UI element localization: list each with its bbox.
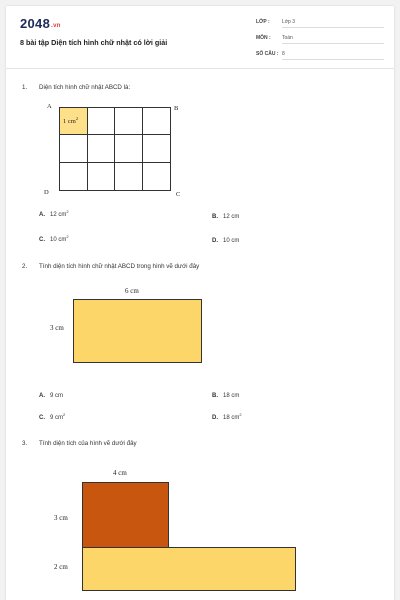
grid-cell bbox=[115, 108, 143, 135]
point-a-label: A bbox=[47, 103, 52, 110]
worksheet bbox=[6, 6, 394, 600]
q3-bottom-height-label: 2 cm bbox=[54, 563, 68, 571]
q2-height-label: 3 cm bbox=[50, 324, 64, 332]
meta-subject: MÔN : Toán bbox=[256, 35, 384, 45]
point-c-label: C bbox=[176, 191, 181, 198]
unit-cell-label: 1 $cm^2$ bbox=[63, 116, 79, 126]
grid-cell bbox=[143, 135, 171, 162]
meta-grade: LỚP : Lớp 3 bbox=[256, 19, 384, 29]
grid-cell bbox=[115, 163, 143, 190]
q2-width-label: 6 cm bbox=[125, 287, 139, 295]
q2-option-b[interactable]: B. 18 cm bbox=[212, 393, 240, 399]
q2-option-d[interactable]: D. 18 $cm^2$ bbox=[212, 412, 242, 421]
grid-cell bbox=[60, 135, 88, 162]
q1-option-b[interactable]: B. 12 cm bbox=[212, 214, 240, 220]
q2-option-a[interactable]: A. 9 cm bbox=[39, 393, 64, 399]
site-logo[interactable]: 2048.vn bbox=[20, 16, 61, 31]
q3-top-rectangle bbox=[82, 482, 169, 548]
point-b-label: B bbox=[174, 105, 179, 112]
q2-rectangle bbox=[73, 299, 202, 363]
document-title: 8 bài tập Diện tích hình chữ nhật có lời giải bbox=[20, 38, 168, 47]
worksheet-header bbox=[6, 6, 394, 69]
grid-cell bbox=[143, 163, 171, 190]
q3-top-height-label: 3 cm bbox=[54, 514, 68, 522]
grid-cell bbox=[88, 135, 116, 162]
point-d-label: D bbox=[44, 189, 49, 196]
question-2: 2. Tính diện tích hình chữ nhật ABCD trong hình vẽ dưới đây bbox=[22, 263, 200, 270]
grid-cell bbox=[115, 135, 143, 162]
q1-option-a[interactable]: A. 12 $cm^2$ bbox=[39, 209, 69, 218]
grid-cell bbox=[143, 108, 171, 135]
question-1: 1. Diện tích hình chữ nhật ABCD là: bbox=[22, 84, 131, 91]
question-3: 3. Tính diện tích của hình vẽ dưới đây bbox=[22, 440, 137, 447]
grid-cell bbox=[60, 163, 88, 190]
meta-question-count: SỐ CÂU : 8 bbox=[256, 51, 384, 61]
grid-cell bbox=[88, 163, 116, 190]
q1-option-c[interactable]: C. 10 $cm^2$ bbox=[39, 234, 69, 243]
q1-option-d[interactable]: D. 10 cm bbox=[212, 238, 240, 244]
q3-top-width-label: 4 cm bbox=[113, 469, 127, 477]
q2-option-c[interactable]: C. 9 $cm^2$ bbox=[39, 412, 66, 421]
grid-cell bbox=[88, 108, 116, 135]
q3-bottom-rectangle bbox=[82, 547, 296, 591]
